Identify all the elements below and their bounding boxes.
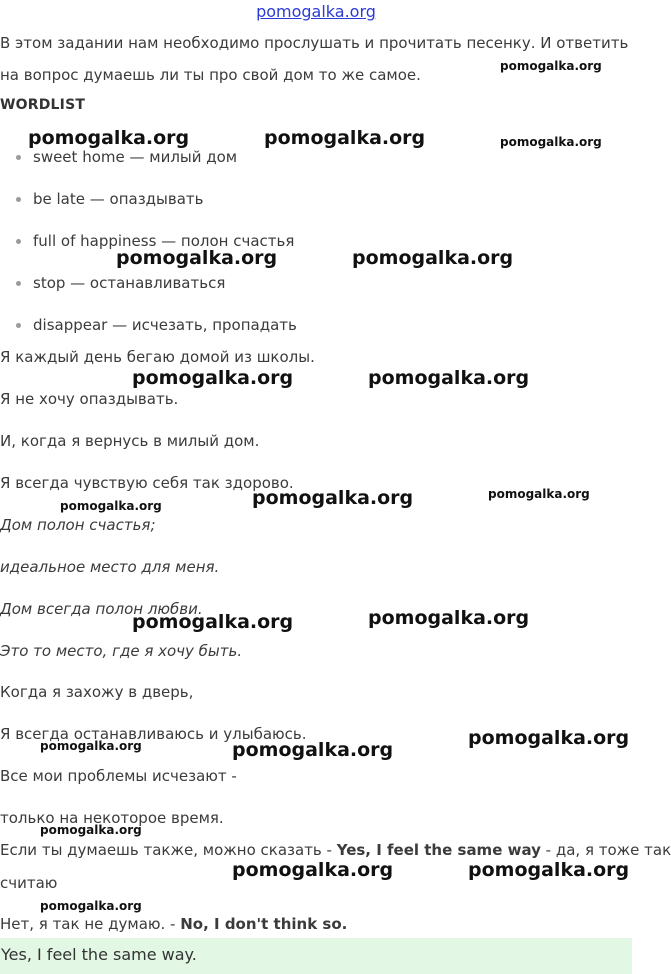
song-line: Я всегда чувствую себя так здорово.: [0, 474, 294, 492]
song-line: Все мои проблемы исчезают -: [0, 767, 237, 785]
song-line: Я каждый день бегаю домой из школы.: [0, 348, 315, 366]
watermark: pomogalka.org: [40, 823, 142, 837]
chorus-line: Дом всегда полон любви.: [0, 600, 203, 618]
no-phrase: No, I don't think so.: [180, 915, 348, 933]
bullet-icon: [16, 239, 21, 244]
yes-suffix: - да, я тоже так: [540, 841, 671, 859]
watermark: pomogalka.org: [40, 739, 142, 753]
watermark: pomogalka.org: [28, 127, 190, 149]
watermark: pomogalka.org: [368, 607, 530, 629]
bullet-icon: [16, 323, 21, 328]
song-line: Я всегда останавливаюсь и улыбаюсь.: [0, 725, 307, 743]
chorus-line: Дом полон счастья;: [0, 516, 156, 534]
watermark: pomogalka.org: [368, 367, 530, 389]
watermark: pomogalka.org: [60, 499, 162, 513]
song-line: только на некоторое время.: [0, 809, 224, 827]
chorus-line: Это то место, где я хочу быть.: [0, 642, 243, 660]
watermark: pomogalka.org: [468, 727, 630, 749]
song-line: И, когда я вернусь в милый дом.: [0, 432, 260, 450]
watermark: pomogalka.org: [40, 899, 142, 913]
no-explanation: [0, 914, 347, 934]
song-line: Я не хочу опаздывать.: [0, 390, 179, 408]
list-item: sweet home — милый дом: [33, 148, 238, 166]
yes-explanation-cont: считаю: [0, 874, 58, 892]
yes-prefix: Если ты думаешь также, можно сказать -: [0, 841, 337, 859]
watermark: pomogalka.org: [132, 611, 294, 633]
wordlist-heading: WORDLIST: [0, 97, 86, 113]
bullet-icon: [16, 155, 21, 160]
intro-line-2: на вопрос думаешь ли ты про свой дом то же самое.: [0, 66, 421, 84]
bullet-icon: [16, 281, 21, 286]
watermark: pomogalka.org: [468, 859, 630, 881]
list-item: stop — останавливаться: [33, 274, 226, 292]
intro-line-1: В этом задании нам необходимо прослушать и прочитать песенку. И ответить: [0, 34, 629, 52]
yes-phrase: Yes, I feel the same way: [336, 841, 541, 859]
watermark: pomogalka.org: [116, 247, 278, 269]
list-item: be late — опаздывать: [33, 190, 204, 208]
watermark: pomogalka.org: [232, 859, 394, 881]
watermark: pomogalka.org: [252, 487, 414, 509]
watermark: pomogalka.org: [500, 59, 602, 73]
watermark: pomogalka.org: [132, 367, 294, 389]
answer-text: Yes, I feel the same way.: [1, 945, 197, 964]
no-prefix: Нет, я так не думаю. -: [0, 915, 181, 933]
song-line: Когда я захожу в дверь,: [0, 683, 194, 701]
answer-box: [0, 938, 632, 974]
bullet-icon: [16, 197, 21, 202]
list-item: disappear — исчезать, пропадать: [33, 316, 297, 334]
watermark: pomogalka.org: [232, 739, 394, 761]
yes-explanation: [0, 840, 671, 860]
site-link[interactable]: pomogalka.org: [256, 2, 376, 21]
watermark: pomogalka.org: [500, 135, 602, 149]
watermark: pomogalka.org: [352, 247, 514, 269]
watermark: pomogalka.org: [264, 127, 426, 149]
list-item: full of happiness — полон счастья: [33, 232, 295, 250]
chorus-line: идеальное место для меня.: [0, 558, 220, 576]
watermark: pomogalka.org: [488, 487, 590, 501]
